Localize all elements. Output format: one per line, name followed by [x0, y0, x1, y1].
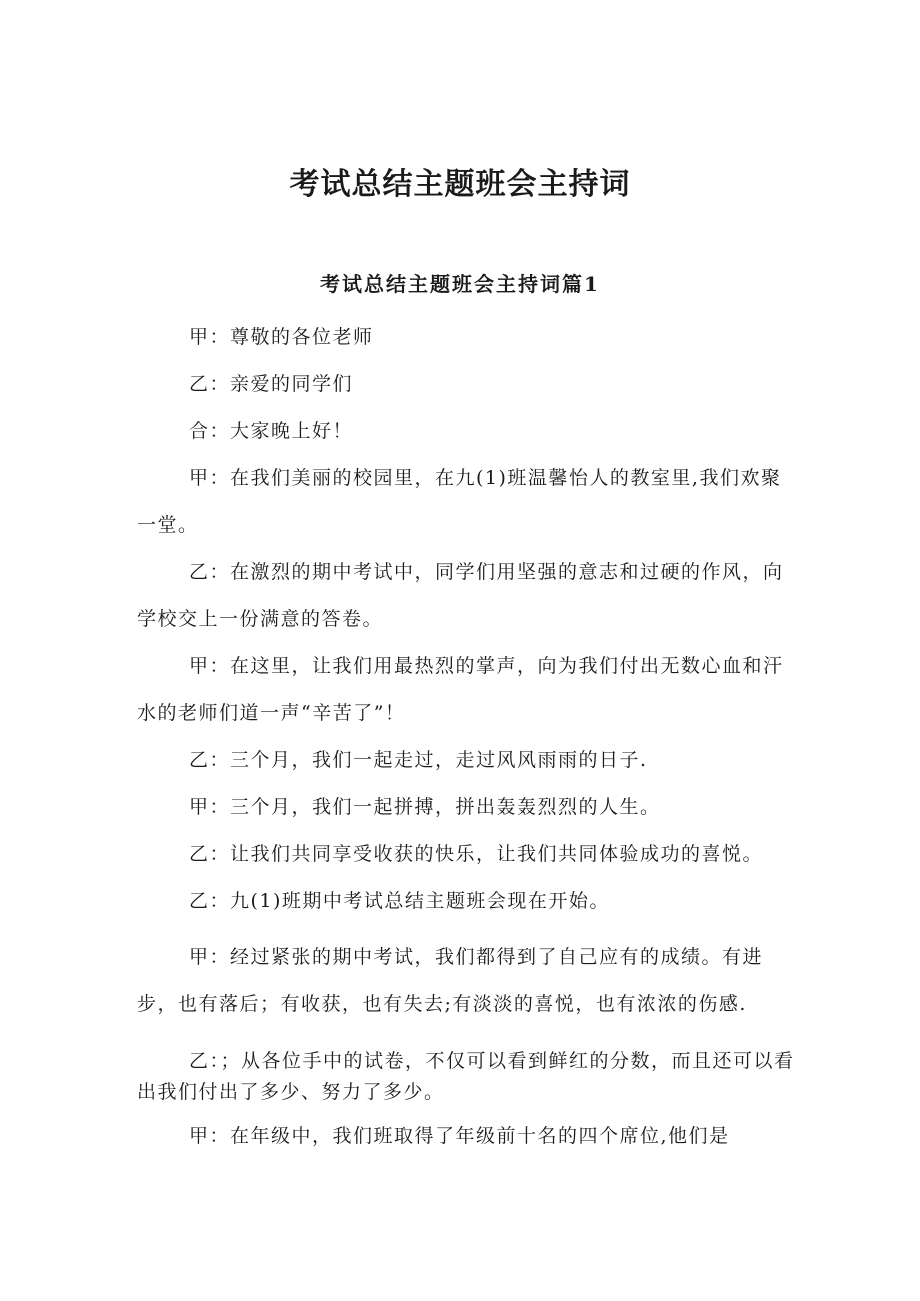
paragraph: 甲：在年级中，我们班取得了年级前十名的四个席位,他们是 [189, 1125, 730, 1147]
paragraph: 甲：在这里，让我们用最热烈的掌声，向为我们付出无数心血和汗水的老师们道一声“辛苦了”！ [137, 655, 784, 724]
paragraph: 甲：在我们美丽的校园里，在九(1)班温馨怡人的教室里,我们欢聚一堂。 [137, 467, 782, 536]
paragraph: 甲：经过紧张的期中考试，我们都得到了自己应有的成绩。有进步，也有落后；有收获，也有失去;有淡淡的喜悦，也有浓浓的伤感. [137, 946, 764, 1015]
paragraph: 乙：；从各位手中的试卷，不仅可以看到鲜红的分数，而且还可以看出我们付出了多少、努力了多少。 [137, 1050, 795, 1103]
page-title: 考试总结主题班会主持词 [289, 167, 631, 202]
paragraph: 乙：三个月，我们一起走过，走过风风雨雨的日子. [189, 749, 648, 771]
paragraph: 乙：在激烈的期中考试中，同学们用坚强的意志和过硬的作风，向学校交上一份满意的答卷。 [137, 561, 784, 630]
section-title: 考试总结主题班会主持词篇1 [320, 272, 600, 296]
paragraph: 乙：九(1)班期中考试总结主题班会现在开始。 [189, 890, 610, 912]
paragraph: 乙：让我们共同享受收获的快乐，让我们共同体验成功的喜悦。 [189, 843, 764, 865]
paragraph: 合：大家晚上好！ [189, 420, 354, 442]
paragraph: 乙：亲爱的同学们 [189, 373, 354, 395]
paragraph: 甲：三个月，我们一起拼搏，拼出轰轰烈烈的人生。 [189, 796, 661, 818]
paragraph: 甲：尊敬的各位老师 [189, 326, 374, 348]
